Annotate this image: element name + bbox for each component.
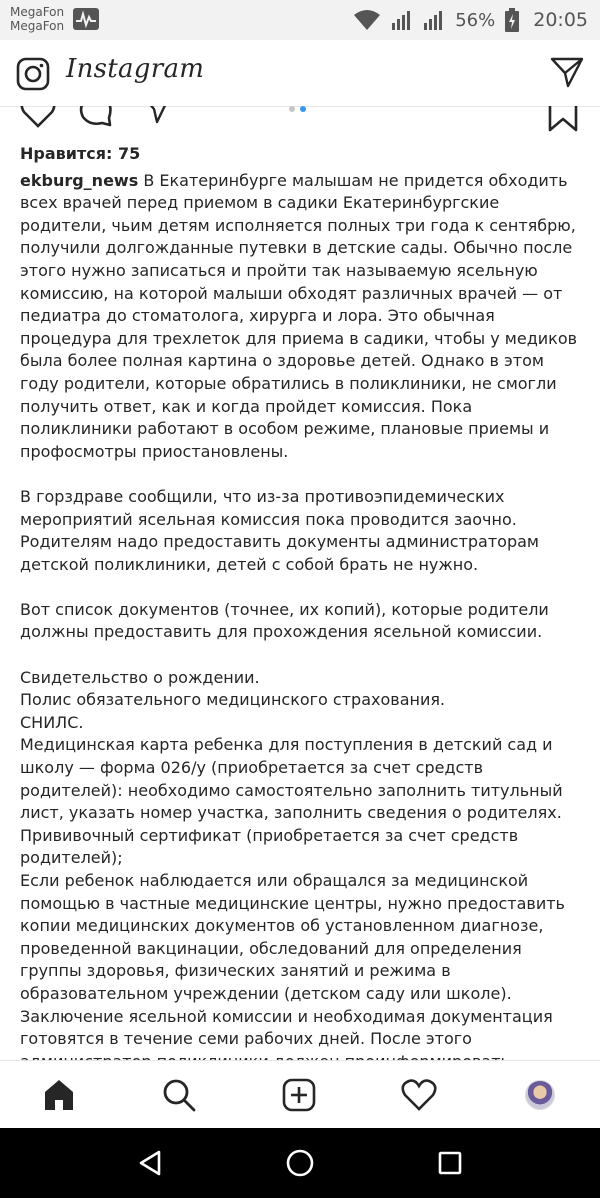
likes-count[interactable]: Нравится: 75 <box>20 144 141 163</box>
carrier-name-1: MegaFon <box>10 5 65 19</box>
carousel-indicator <box>289 106 306 112</box>
status-bar <box>0 0 600 40</box>
post-action-row <box>0 106 600 132</box>
carrier-name-2: MegaFon <box>10 19 65 33</box>
nav-activity[interactable] <box>389 1061 449 1129</box>
post-caption <box>20 170 585 1096</box>
direct-send-icon[interactable] <box>550 56 584 88</box>
system-back-button[interactable] <box>130 1145 170 1181</box>
signal-icon <box>423 9 445 31</box>
nav-home[interactable] <box>29 1061 89 1129</box>
home-icon <box>42 1078 76 1112</box>
save-bookmark-icon[interactable] <box>548 106 578 132</box>
carousel-dot-active <box>300 106 306 112</box>
system-home-button[interactable] <box>280 1145 320 1181</box>
wifi-icon <box>353 9 381 31</box>
profile-avatar <box>525 1080 555 1110</box>
back-icon <box>137 1149 163 1177</box>
system-recents-button[interactable] <box>430 1145 470 1181</box>
instagram-logo: Instagram <box>66 54 205 84</box>
comment-icon[interactable] <box>78 106 114 128</box>
clock: 20:05 <box>533 9 588 31</box>
pulse-app-icon <box>73 8 99 30</box>
system-navigation-bar <box>0 1128 600 1198</box>
carrier-info <box>10 5 64 33</box>
share-icon[interactable] <box>140 106 172 124</box>
post-username[interactable]: ekburg_news <box>20 170 139 190</box>
nav-search[interactable] <box>149 1061 209 1129</box>
instagram-header <box>0 40 600 107</box>
bottom-navigation <box>0 1060 600 1129</box>
battery-icon <box>505 8 519 32</box>
post-content <box>20 143 585 1096</box>
new-post-icon <box>282 1078 316 1112</box>
battery-percent: 56% <box>455 9 496 31</box>
nav-new-post[interactable] <box>269 1061 329 1129</box>
like-heart-icon[interactable] <box>20 106 56 130</box>
recents-icon <box>437 1150 463 1176</box>
camera-icon[interactable] <box>16 57 50 91</box>
activity-heart-icon <box>401 1078 437 1112</box>
signal-icon <box>391 9 413 31</box>
carousel-dot <box>289 106 295 112</box>
search-icon <box>162 1078 196 1112</box>
caption-text: В Екатеринбурге малышам не придется обходить всех врачей перед приемом в садики Екатеринбургские родители, чьим детям исполняется полных три года к сентябрю, получили долгожданные путевки в детские сады. Обычно после этого нужно записаться и пройти так называемую ясельную комиссию, на которой малыши обходят различных врачей — от педиатра до стоматолога, хирурга и лора. Это обычная процедура для трехлеток для приема в садики, чтобы у медиков была более полная картина о здоровье детей. Однако в этом году родители, которые обратились в поликлиники, не смогли получить ответ, как и когда пройдет комиссия. Пока поликлиники работают в особом режиме, плановые приемы и профосмотры приостановлены. В горздраве сообщили, что из-за противоэпидемических мероприятий ясельная комиссия пока проводится заочно. Родителям надо предоставить документы администраторам детской поликлиники, детей с собой брать не нужно. Вот список документов (точнее, их копий), которые родители должны предоставить для прохождения ясельной комиссии. Свидетельство о рождении. Полис обязательного медицинского страхования. СНИЛС. Медицинская карта ребенка для поступления в детский сад и школу — форма 026/у (приобретается за счет средств родителей): необходимо самостоятельно заполнить титульный лист, указать номер участка, заполнить сведения о родителях. Прививочный сертификат (приобретается за счет средств родителей); Если ребенок наблюдается или обращался за медицинской помощью в частные медицинские центры, нужно предоставить копии медицинских документов об установленном диагнозе, проведенной вакцинации, обследований для определения группы здоровья, физических занятий и режима в образовательном учреждении (детском саду или школе). Заключение ясельной комиссии и необходимая документация готовятся в течение семи рабочих дней. После этого <box>20 170 578 1049</box>
nav-profile[interactable] <box>510 1061 570 1129</box>
home-circle-icon <box>285 1148 315 1178</box>
